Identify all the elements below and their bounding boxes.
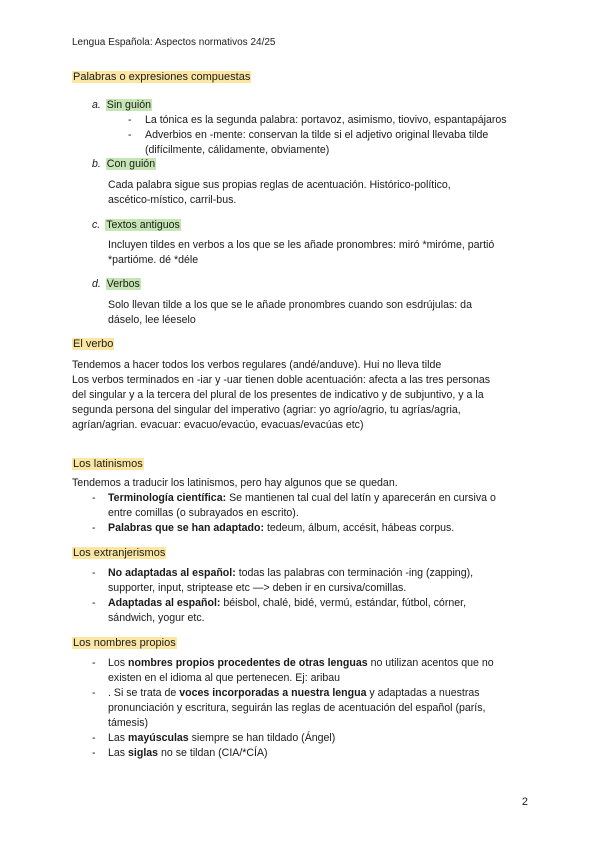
- item-d-text-1: Solo llevan tilde a los que se le añade pronombres cuando son esdrújulas: da: [108, 299, 472, 311]
- bullet-dash: -: [92, 747, 96, 759]
- nombres-item-3: Las mayúsculas siempre se han tildado (Ángel): [108, 732, 336, 744]
- item-b-text-1: Cada palabra sigue sus propias reglas de acentuación. Histórico-político,: [108, 179, 451, 191]
- section-title-compuestas: Palabras o expresiones compuestas: [73, 71, 251, 83]
- section-title-extranjerismos: Los extranjerismos: [73, 547, 166, 559]
- verbo-line-2: Los verbos terminados en -iar y -uar tienen doble acentuación: afecta a las tres personas: [72, 374, 491, 386]
- nombres-item-2: . Si se trata de voces incorporadas a nuestra lengua y adaptadas a nuestras: [108, 687, 480, 699]
- label-sin-guion: Sin guión: [106, 99, 151, 111]
- bullet-dash: -: [92, 657, 96, 669]
- bullet-dash: -: [128, 129, 132, 141]
- verbo-line-4: segunda persona del singular del imperativo (agriar: yo agrío/agrio, tu agrías/agria,: [72, 404, 461, 416]
- verbo-line-3: del singular y a la tercera del plural de los presentes de indicativo y de subjuntivo, y a la: [72, 389, 484, 401]
- label-con-guion: Con guión: [106, 158, 156, 170]
- nombres-item-1: Los nombres propios procedentes de otras lenguas no utilizan acentos que no: [108, 657, 494, 669]
- item-a-bullet-2: Adverbios en -mente: conservan la tilde si el adjetivo original llevaba tilde: [145, 129, 489, 141]
- extranjerismos-item-1: No adaptadas al español: todas las palabras con terminación -ing (zapping),: [108, 567, 474, 579]
- bullet-dash: -: [128, 114, 132, 126]
- item-b-text-2: ascético-místico, carril-bus.: [108, 194, 237, 206]
- verbo-line-1: Tendemos a hacer todos los verbos regulares (andé/anduve). Hui no lleva tilde: [72, 359, 442, 371]
- bullet-dash: -: [92, 597, 96, 609]
- nombres-item-1-cont: existen en el idioma al que pertenecen. Ej: aribau: [108, 672, 341, 684]
- item-a-bullet-1: La tónica es la segunda palabra: portavoz, asimismo, tiovivo, espantapájaros: [145, 114, 507, 126]
- bullet-dash: -: [92, 522, 96, 534]
- bullet-dash: -: [92, 567, 96, 579]
- bullet-dash: -: [92, 732, 96, 744]
- nombres-item-2-cont-2: támesis): [108, 717, 149, 729]
- item-a: a. Sin guión: [92, 99, 151, 111]
- latinismos-intro: Tendemos a traducir los latinismos, pero hay algunos que se quedan.: [72, 477, 398, 489]
- extranjerismos-item-2-cont: sándwich, yogur etc.: [108, 612, 205, 624]
- extranjerismos-item-2: Adaptadas al español: béisbol, chalé, bidé, vermú, estándar, fútbol, córner,: [108, 597, 467, 609]
- latinismos-item-1-cont: entre comillas (o subrayados en escrito).: [108, 507, 299, 519]
- latinismos-item-1: Terminología científica: Se mantienen tal cual del latín y aparecerán en cursiva o: [108, 492, 496, 504]
- item-c: c. Textos antiguos: [92, 219, 180, 231]
- section-title-nombres-propios: Los nombres propios: [73, 637, 176, 649]
- label-textos-antiguos: Textos antiguos: [106, 219, 180, 231]
- verbo-line-5: agrían/agrian. evacuar: evacuo/evacúo, evacuas/evacúas etc): [72, 419, 364, 431]
- latinismos-item-2: Palabras que se han adaptado: tedeum, álbum, accésit, hábeas corpus.: [108, 522, 455, 534]
- bullet-dash: -: [92, 492, 96, 504]
- bullet-dash: -: [92, 687, 96, 699]
- section-title-verbo: El verbo: [73, 338, 114, 350]
- section-title-latinismos: Los latinismos: [73, 458, 143, 470]
- nombres-item-4: Las siglas no se tildan (CIA/*CÍA): [108, 747, 268, 759]
- document-header: Lengua Española: Aspectos normativos 24/25: [72, 37, 276, 48]
- page-number: 2: [521, 796, 528, 808]
- item-d-text-2: dáselo, lee léeselo: [108, 314, 196, 326]
- nombres-item-2-cont: pronunciación y escritura, seguirán las reglas de acentuación del español (parís,: [108, 702, 486, 714]
- label-verbos: Verbos: [106, 278, 140, 290]
- item-d: d. Verbos: [92, 278, 140, 290]
- item-b: b. Con guión: [92, 158, 156, 170]
- extranjerismos-item-1-cont: supporter, input, striptease etc —> deben ir en cursiva/comillas.: [108, 582, 407, 594]
- item-c-text-2: *partióme. dé *déle: [108, 254, 199, 266]
- item-a-bullet-2-cont: (difícilmente, cálidamente, obviamente): [145, 144, 330, 156]
- item-c-text-1: Incluyen tildes en verbos a los que se les añade pronombres: miró *miróme, partió: [108, 239, 495, 251]
